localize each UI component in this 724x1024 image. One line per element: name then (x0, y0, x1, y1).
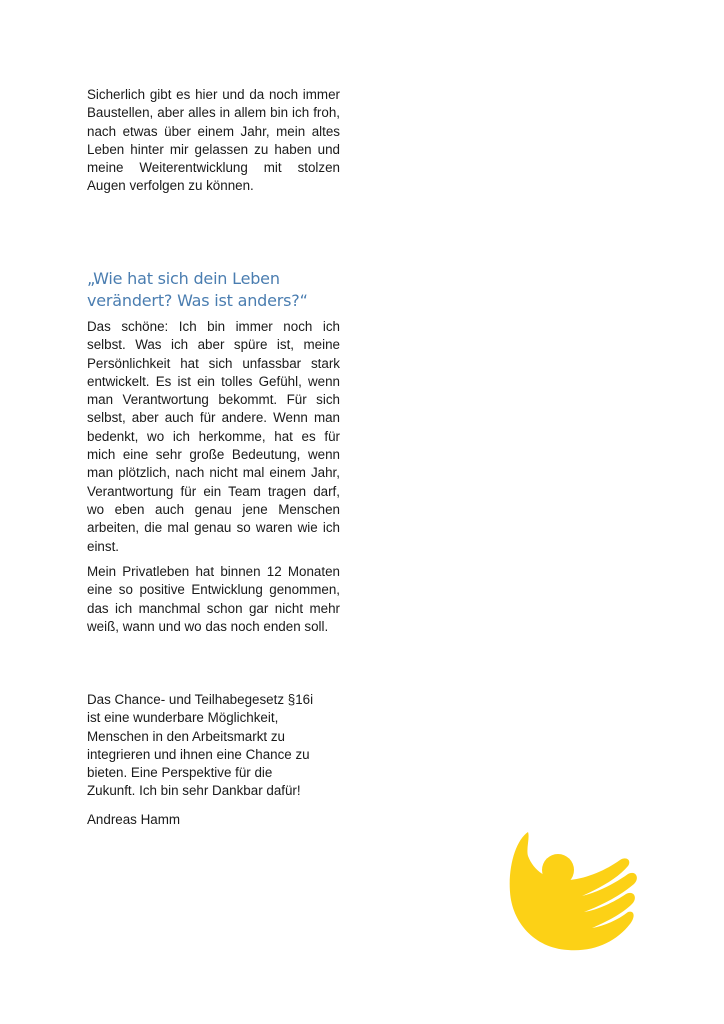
closing-line: ist eine wunderbare Möglichkeit, (87, 710, 279, 726)
hand-person-logo-icon (506, 826, 646, 956)
logo-hand (510, 832, 637, 950)
closing-line: Menschen in den Arbeitsmarkt zu (87, 728, 285, 744)
closing-line: Zukunft. Ich bin sehr Dankbar dafür! (87, 783, 301, 799)
heading-line-1: „Wie hat sich dein Leben (87, 269, 280, 288)
intro-paragraph: Sicherlich gibt es hier und da noch immer Baustellen, aber alles in allem bin ich froh, nach etwas über einem Jahr, mein altes Leben hinter mir gelassen zu haben und meine Weiterentwicklung mit stolzen Augen verfolgen zu können. (87, 87, 340, 194)
heading-line-2: verändert? Was ist anders?“ (87, 291, 308, 310)
answer-paragraph-2: Mein Privatleben hat binnen 12 Monaten eine so positive Entwicklung genommen, das ich manchmal schon gar nicht mehr weiß, wann und wo das noch enden soll. (87, 564, 340, 634)
closing-paragraph (87, 691, 340, 801)
answer-paragraph-1: Das schöne: Ich bin immer noch ich selbst. Was ich aber spüre ist, meine Persönlichkeit hat sich unfassbar stark entwickelt. Es ist ein tolles Gefühl, wenn man Verantwortung bekommt. Für sich selbst, aber auch für andere. Wenn man bedenkt, wo ich herkomme, hat es für mich eine sehr große Bedeutung, wenn man plötzlich, nach nicht mal einem Jahr, Verantwortung für ein Team tragen darf, wo eben auch genau jene Menschen arbeiten, die mal genau so waren wie ich einst. (87, 319, 340, 554)
closing-line: Das Chance- und Teilhabegesetz §16i (87, 692, 314, 707)
closing-line: integrieren und ihnen eine Chance zu (87, 746, 310, 762)
closing-line: bieten. Eine Perspektive für die (87, 765, 273, 781)
section-heading (87, 268, 347, 312)
signature: Andreas Hamm (87, 812, 181, 827)
